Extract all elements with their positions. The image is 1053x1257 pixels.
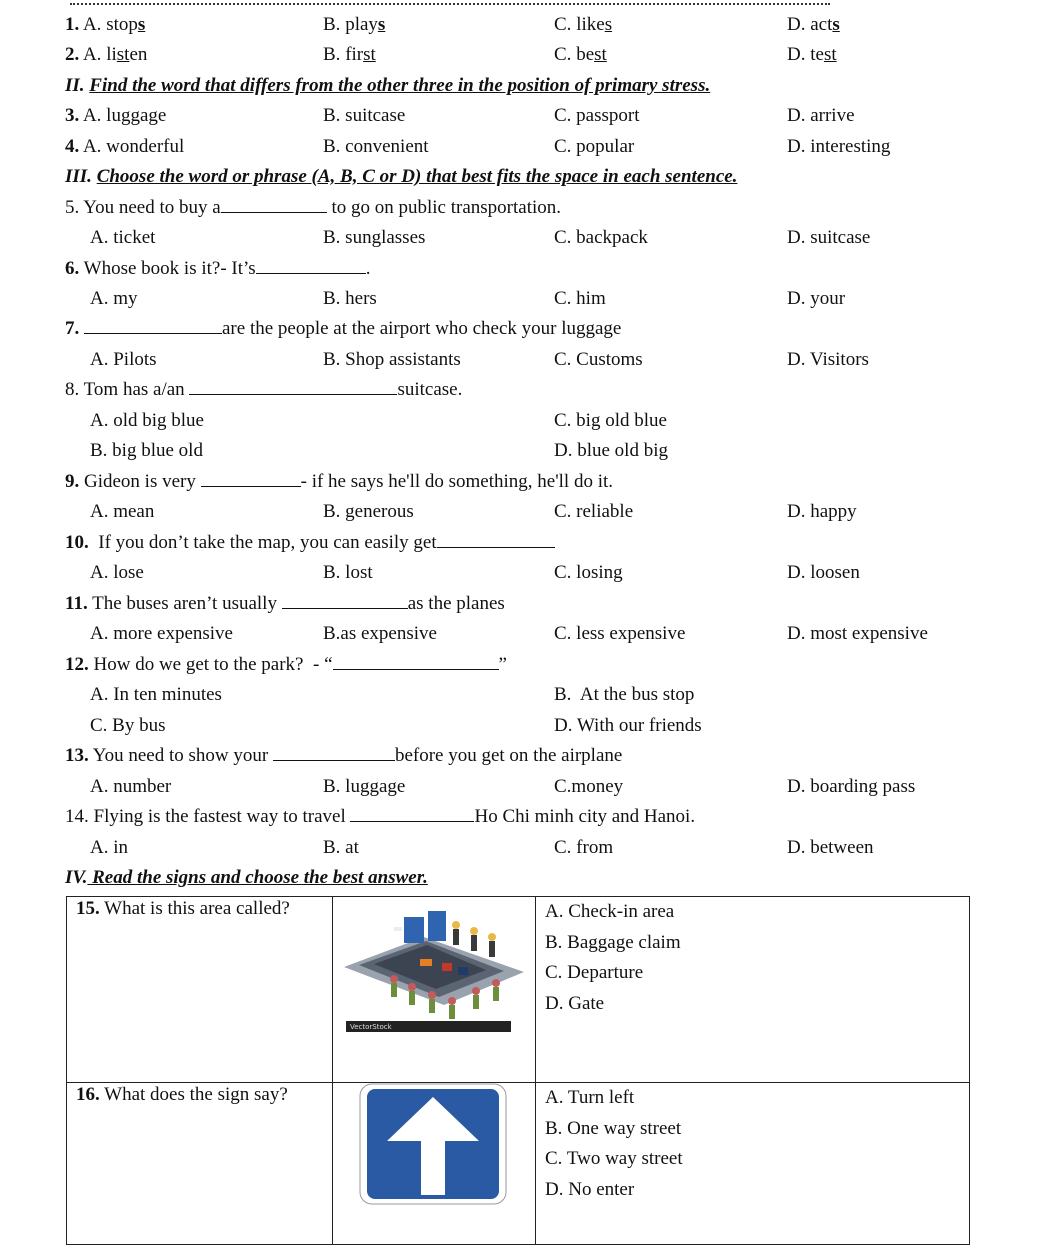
question-5-options: A. ticket B. sunglasses C. backpack D. suitcase [90,227,871,248]
option-1a: 1. A. stops [65,14,146,35]
question-12-stem: 12. How do we get to the park? - “ ” [0,650,1053,680]
question-10-options: A. lose B. lost C. losing D. loosen [90,562,860,583]
question-7-options: A. Pilots B. Shop assistants C. Customs D. Visitors [90,349,869,370]
question-15-options-cell: A. Check-in area B. Baggage claim C. Departure D. Gate [536,897,970,1083]
section-3-heading: III. Choose the word or phrase (A, B, C or D) that best fits the space in each sentence. [65,166,738,187]
question-2 [0,40,1053,70]
question-9-options: A. mean B. generous C. reliable D. happy [90,501,857,522]
option-1b: B. plays [323,14,386,35]
question-12-options-row2: C. By bus D. With our friends [90,715,702,736]
question-11-stem: 11. The buses aren’t usually as the planes [0,589,1053,619]
cut-off-instruction-line [70,0,830,5]
question-10-stem: 10. If you don’t take the map, you can easily get [0,528,1053,558]
question-15-image-cell [333,897,536,1083]
section-4-heading: IV. Read the signs and choose the best answer. [65,867,428,888]
question-4: 4. A. wonderful B. convenient C. popular D. interesting [65,136,891,157]
section-2-heading: II. Find the word that differs from the other three in the position of primary stress. [65,75,711,96]
question-15-stem-cell: 15. What is this area called? [67,897,333,1083]
option-2c: C. best [554,44,607,65]
baggage-claim-illustration [334,897,534,1037]
option-1d: D. acts [787,14,840,35]
question-11-options: A. more expensive B.as expensive C. less expensive D. most expensive [90,623,928,644]
question-13-options: A. number B. luggage C.money D. boarding pass [90,776,916,797]
question-1 [0,10,1053,40]
question-8-stem: 8. Tom has a/an suitcase. [0,375,1053,405]
question-16-image-cell [333,1083,536,1245]
question-6-stem: 6. Whose book is it?- It’s . [0,254,1053,284]
question-8-options-row1: A. old big blue C. big old blue [90,410,667,431]
signs-table [66,896,970,1245]
question-6-options: A. my B. hers C. him D. your [90,288,846,309]
question-16-options-cell: A. Turn left B. One way street C. Two way street D. No enter [536,1083,970,1245]
option-2b: B. first [323,44,376,65]
question-7-stem: 7. are the people at the airport who check your luggage [0,314,1053,344]
image-watermark: VectorStock [350,1023,392,1031]
option-2d: D. test [787,44,837,65]
option-1c: C. likes [554,14,613,35]
question-12-options-row1: A. In ten minutes B. At the bus stop [90,684,695,705]
question-8-options-row2: B. big blue old D. blue old big [90,440,668,461]
question-13-stem: 13. You need to show your before you get on the airplane [0,741,1053,771]
question-3: 3. A. luggage B. suitcase C. passport D. arrive [65,105,855,126]
question-15-row [67,897,970,1083]
option-2a: 2. A. listen [65,44,148,65]
question-16-row [67,1083,970,1245]
question-9-stem: 9. Gideon is very - if he says he'll do something, he'll do it. [0,467,1053,497]
question-5-stem: 5. You need to buy a to go on public transportation. [0,193,1053,223]
question-14-stem: 14. Flying is the fastest way to travel Ho Chi minh city and Hanoi. [0,802,1053,832]
one-way-sign-image [333,1083,533,1207]
question-16-stem-cell: 16. What does the sign say? [67,1083,333,1245]
question-14-options: A. in B. at C. from D. between [90,837,874,858]
